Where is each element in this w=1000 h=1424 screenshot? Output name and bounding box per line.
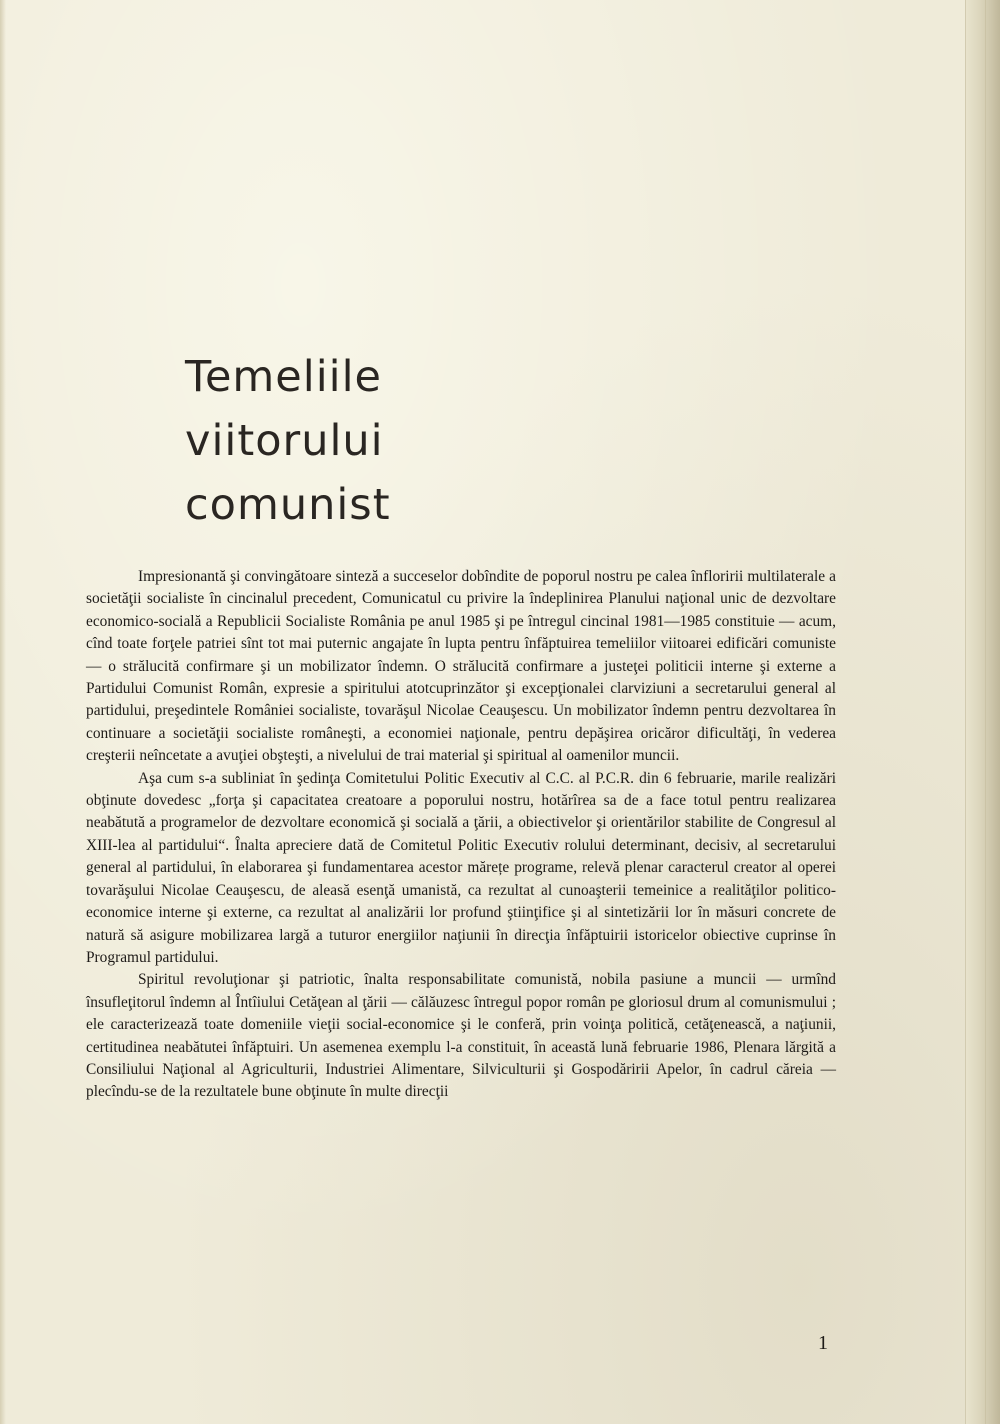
article-title-line-1: Temeliile: [185, 352, 382, 402]
article-body: [86, 566, 836, 1104]
article-title: [185, 345, 445, 537]
page-left-edge: [0, 0, 6, 1424]
page-number: 1: [818, 1332, 828, 1354]
article-paragraph-1: Impresionantă şi convingătoare sinteză a succeselor dobîndite de poporul nostru pe calea înfloririi multilaterale a societăţii socialiste în cincinalul precedent, Comunicatul cu privire la îndeplinirea Planului naţional unic de dezvoltare economico-socială a Republicii Socialiste România pe anul 1985 şi pe întregul cincinal 1981—1985 constituie — acum, cînd toate forţele patriei sînt tot mai puternic angajate în lupta pentru înfăptuirea temeliilor viitoarei edificări comuniste — o strălucită confirmare şi un mobilizator îndemn. O strălucită confirmare a justeţei politicii interne şi externe a Partidului Comunist Român, expresie a spiritului atotcuprinzător şi excepţionalei clarviziuni a secretarului general al partidului, preşedintele României socialiste, tovarăşul Nicolae Ceauşescu. Un mobilizator îndemn pentru dezvoltarea în continuare a societăţii socialiste româneşti, a economiei naţionale, pentru depăşirea oricăror dificultăţi, în vederea creşterii neîncetate a avuţiei obşteşti, a nivelului de trai material şi spiritual al oamenilor muncii.: [86, 568, 836, 765]
article-paragraph-2: Aşa cum s-a subliniat în şedinţa Comitetului Politic Executiv al C.C. al P.C.R. din 6 februarie, marile realizări obţinute dovedesc „forţa şi capacitatea creatoare a poporului nostru, hotărîrea sa de a face totul pentru realizarea neabătută a programelor de dezvoltare economică şi socială a ţării, a obiectivelor şi orientărilor stabilite de Congresul al XIII-lea al partidului“. Înalta apreciere dată de Comitetul Politic Executiv rolului determinant, decisiv, al secretarului general al partidului, în elaborarea şi fundamentarea acestor mărețe programe, relevă plenar caracterul creator al operei tovarăşului Nicolae Ceauşescu, de aleasă esenţă umanistă, ca rezultat al cunoaşterii temeinice a realităţilor politico-economice interne şi externe, ca rezultat al analizării lor profund ştiinţifice şi al sintetizării lor în măsuri concrete de natură să asigure mobilizarea largă a tuturor energiilor naţiunii în direcţia înfăptuirii istoricelor obiective cuprinse în Programul partidului.: [86, 769, 836, 966]
binding-line: [985, 0, 986, 1424]
article-title-line-3: comunist: [185, 480, 391, 530]
article-paragraph-3: Spiritul revoluţionar şi patriotic, înalta responsabilitate comunistă, nobila pasiune a muncii — urmînd însufleţitorul îndemn al Întîiului Cetăţean al ţării — călăuzesc întregul popor român pe gloriosul drum al comunismului ; ele caracterizează toate domeniile vieţii social-economice şi le conferă, prin voinţa politică, cetăţenească, a naţiunii, certitudinea neabătutei înfăptuiri. Un asemenea exemplu l-a constituit, în această lună februarie 1986, Plenara lărgită a Consiliului Naţional al Agriculturii, Industriei Alimentare, Silviculturii şi Gospodăririi Apelor, în cadrul căreia — plecîndu-se de la rezultatele bune obţinute în multe direcţii: [86, 971, 836, 1101]
article-title-line-2: viitorului: [185, 416, 384, 466]
page-right-edge: [965, 0, 1000, 1424]
